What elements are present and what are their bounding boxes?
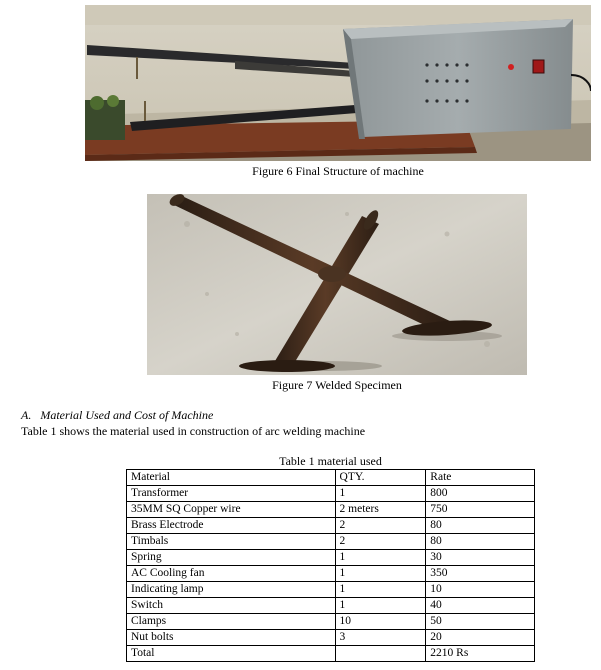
section-heading <box>21 408 213 423</box>
qty-cell: 1 <box>335 566 426 582</box>
material-cell: Total <box>127 646 336 662</box>
materials-table-body <box>127 470 535 662</box>
material-cell: Nut bolts <box>127 630 336 646</box>
material-cell: Clamps <box>127 614 336 630</box>
header-qty: QTY. <box>335 470 426 486</box>
rate-cell: 750 <box>426 502 535 518</box>
qty-cell: 10 <box>335 614 426 630</box>
rate-cell: 80 <box>426 518 535 534</box>
table-row <box>127 566 535 582</box>
qty-cell: 1 <box>335 550 426 566</box>
figure-7-image <box>147 194 527 375</box>
table-row <box>127 598 535 614</box>
table-row <box>127 582 535 598</box>
qty-cell: 3 <box>335 630 426 646</box>
table-row <box>127 614 535 630</box>
figure-7-caption: Figure 7 Welded Specimen <box>272 378 402 392</box>
material-cell: AC Cooling fan <box>127 566 336 582</box>
table-row <box>127 630 535 646</box>
rate-cell: 2210 Rs <box>426 646 535 662</box>
section-title: Material Used and Cost of Machine <box>40 408 214 422</box>
rate-cell: 10 <box>426 582 535 598</box>
section-paragraph: Table 1 shows the material used in construction of arc welding machine <box>21 424 366 438</box>
table-row <box>127 550 535 566</box>
rate-cell: 80 <box>426 534 535 550</box>
material-cell: Indicating lamp <box>127 582 336 598</box>
section-number: A. <box>21 408 32 422</box>
rate-cell: 350 <box>426 566 535 582</box>
table-header-row <box>127 470 535 486</box>
material-cell: Spring <box>127 550 336 566</box>
material-cell: Transformer <box>127 486 336 502</box>
material-cell: Switch <box>127 598 336 614</box>
table-row <box>127 646 535 662</box>
rate-cell: 50 <box>426 614 535 630</box>
rate-cell: 40 <box>426 598 535 614</box>
table-row <box>127 486 535 502</box>
qty-cell: 1 <box>335 598 426 614</box>
qty-cell: 2 meters <box>335 502 426 518</box>
materials-table <box>126 469 535 662</box>
material-cell: 35MM SQ Copper wire <box>127 502 336 518</box>
qty-cell <box>335 646 426 662</box>
table-title: Table 1 material used <box>279 454 382 468</box>
table-row <box>127 502 535 518</box>
qty-cell: 1 <box>335 582 426 598</box>
material-cell: Timbals <box>127 534 336 550</box>
figure-6-image <box>85 5 591 161</box>
rate-cell: 30 <box>426 550 535 566</box>
material-cell: Brass Electrode <box>127 518 336 534</box>
rate-cell: 20 <box>426 630 535 646</box>
figure-6-caption: Figure 6 Final Structure of machine <box>252 164 424 178</box>
header-rate: Rate <box>426 470 535 486</box>
table-row <box>127 534 535 550</box>
qty-cell: 1 <box>335 486 426 502</box>
rate-cell: 800 <box>426 486 535 502</box>
header-material: Material <box>127 470 336 486</box>
qty-cell: 2 <box>335 518 426 534</box>
qty-cell: 2 <box>335 534 426 550</box>
table-row <box>127 518 535 534</box>
